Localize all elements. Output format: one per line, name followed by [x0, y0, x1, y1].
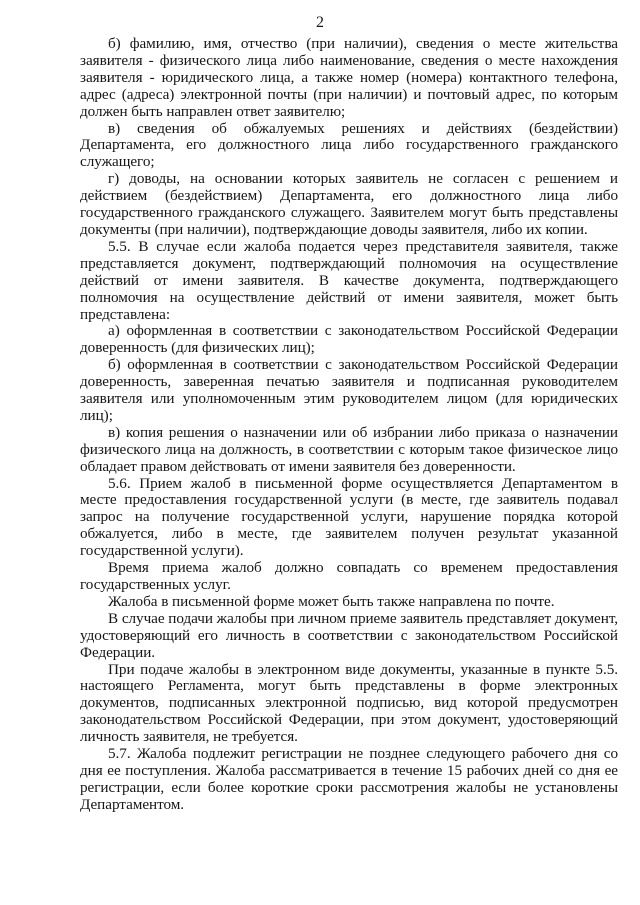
paragraph-clause-5-6: 5.6. Прием жалоб в письменной форме осуществляется Департаментом в месте предоставления государственной услуги (в месте, где заявитель подавал запрос на получение государственной услуги, нарушение порядка которой обжалуется, либо в месте, где заявителем получен результат указанной государственной услуги).	[80, 474, 618, 560]
paragraph-clause-5-7: 5.7. Жалоба подлежит регистрации не позднее следующего рабочего дня со дня ее поступления. Жалоба рассматривается в течение 15 рабочих дней со дня ее регистрации, если более короткие сроки рассмотрения жалобы не установлены Департаментом.	[80, 745, 618, 813]
paragraph-item-b: б) фамилию, имя, отчество (при наличии), сведения о месте жительства заявителя - физического лица либо наименование, сведения о месте нахождения заявителя - юридического лица, а также номер (номера) контактного телефона, адрес (адреса) электронной почты (при наличии) и почтовый адрес, по которым должен быть направлен ответ заявителю;	[80, 35, 618, 120]
page-number: 2	[316, 14, 324, 31]
paragraph-personal-reception: В случае подачи жалобы при личном приеме заявитель представляет документ, удостоверяющий его личность в соответствии с законодательством Российской Федерации.	[80, 609, 619, 661]
paragraph-item-g: г) доводы, на основании которых заявитель не согласен с решением и действием (бездействием) Департамента, его должностного лица либо государственного гражданского служащего. Заявителем могут быть представлены документы (при наличии), подтверждающие доводы заявителя, либо их копии.	[80, 170, 618, 238]
paragraph-reception-time: Время приема жалоб должно совпадать со временем предоставления государственных услуг.	[80, 559, 618, 593]
paragraph-item-a: а) оформленная в соответствии с законодательством Российской Федерации доверенность (для физических лиц);	[80, 322, 618, 357]
paragraph-by-mail: Жалоба в письменной форме может быть также направлена по почте.	[108, 592, 555, 610]
paragraph-clause-5-5: 5.5. В случае если жалоба подается через представителя заявителя, также представляется документ, подтверждающий полномочия на осуществление действий от имени заявителя. В качестве документа, подтверждающего полномочия на осуществление действий от имени заявителя, может быть представлена:	[80, 237, 618, 323]
paragraph-item-b-legal: б) оформленная в соответствии с законодательством Российской Федерации доверенность, заверенная печатью заявителя и подписанная руководителем заявителя или уполномоченным этим руководителем лицом (для юридических лиц);	[80, 356, 618, 424]
paragraph-item-v-copy: в) копия решения о назначении или об избрании либо приказа о назначении физического лица на должность, в соответствии с которым такое физическое лицо обладает правом действовать от имени заявителя без доверенности.	[80, 423, 618, 475]
document-body	[80, 36, 618, 814]
paragraph-electronic-submission: При подаче жалобы в электронном виде документы, указанные в пункте 5.5. настоящего Регламента, могут быть представлены в форме электронных документов, подписанных электронной подписью, вид которой предусмотрен законодательством Российской Федерации, при этом документ, удостоверяющий личность заявителя, не требуется.	[80, 660, 618, 746]
paragraph-item-v: в) сведения об обжалуемых решениях и действиях (бездействии) Департамента, его должностного лица либо государственного гражданского служащего;	[80, 119, 618, 171]
